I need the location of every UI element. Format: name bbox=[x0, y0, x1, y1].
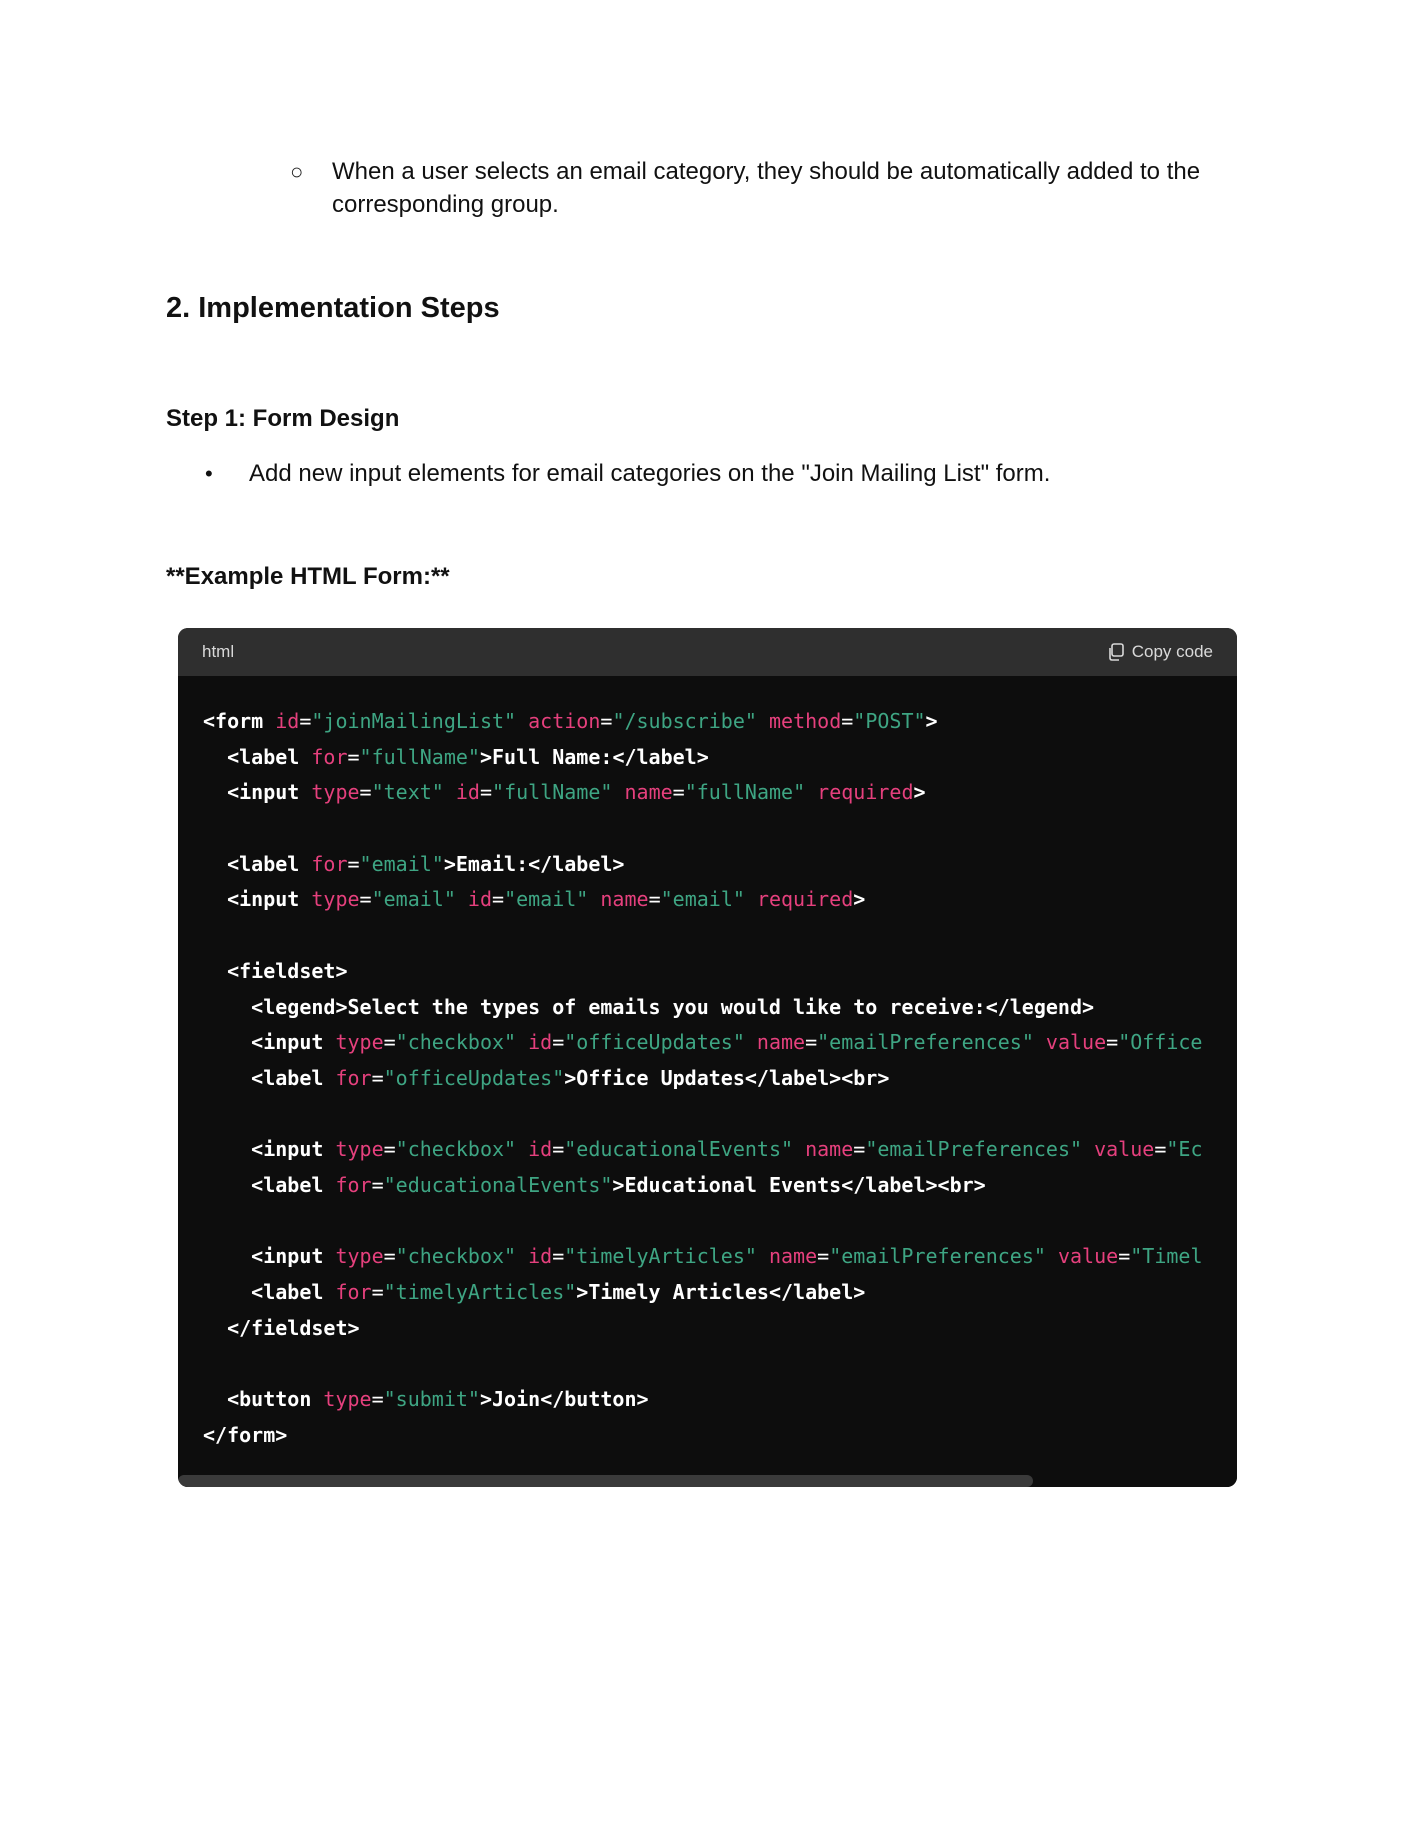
code-token: <button bbox=[203, 1387, 324, 1412]
code-token: for bbox=[311, 851, 348, 876]
code-token: = bbox=[805, 1030, 818, 1055]
code-token: = bbox=[841, 709, 854, 733]
code-token: > bbox=[479, 1387, 493, 1412]
scrollbar-thumb[interactable] bbox=[178, 1475, 1033, 1487]
code-line bbox=[203, 775, 1237, 811]
code-token: > bbox=[913, 780, 926, 805]
copy-code-button[interactable] bbox=[1106, 642, 1213, 662]
code-token: <input bbox=[203, 1030, 336, 1055]
code-token: = bbox=[359, 887, 372, 912]
code-token: </label> bbox=[768, 1280, 866, 1304]
code-token: <input bbox=[203, 780, 312, 805]
code-token: > bbox=[576, 1280, 589, 1304]
code-token: <legend> bbox=[203, 994, 348, 1019]
code-token: "checkbox" bbox=[395, 1030, 529, 1055]
code-language-label: html bbox=[202, 642, 235, 661]
code-header bbox=[178, 628, 1237, 676]
code-token: = bbox=[383, 1244, 396, 1269]
code-token: = bbox=[552, 1137, 565, 1162]
code-line bbox=[203, 1239, 1237, 1275]
code-line bbox=[203, 918, 1237, 954]
code-line bbox=[203, 882, 1237, 918]
code-token: = bbox=[383, 1137, 396, 1162]
code-token: "timelyArticles" bbox=[564, 1244, 769, 1269]
code-token: = bbox=[1154, 1137, 1167, 1162]
code-token: = bbox=[347, 851, 360, 876]
code-token: = bbox=[371, 1065, 384, 1090]
code-content bbox=[178, 676, 1237, 1459]
code-token: > bbox=[925, 709, 938, 733]
code-token: <input bbox=[203, 1137, 336, 1162]
code-line bbox=[203, 811, 1237, 847]
code-token: <fieldset> bbox=[203, 958, 348, 983]
code-token: > bbox=[564, 1065, 577, 1090]
code-token: type bbox=[335, 1030, 384, 1055]
code-token: > bbox=[443, 851, 456, 876]
code-block bbox=[178, 628, 1237, 1487]
code-line bbox=[203, 1418, 1237, 1454]
code-token: <label bbox=[203, 1065, 336, 1090]
code-token: "joinMailingList" bbox=[311, 709, 529, 733]
code-token: "/subscribe" bbox=[612, 709, 769, 733]
code-token: "officeUpdates" bbox=[383, 1065, 565, 1090]
code-token: "email" bbox=[371, 887, 468, 912]
code-token: Educational Events bbox=[624, 1172, 842, 1197]
horizontal-scrollbar[interactable] bbox=[178, 1475, 1237, 1487]
code-token: = bbox=[347, 744, 360, 769]
code-token: for bbox=[335, 1172, 372, 1197]
code-token: "emailPreferences" bbox=[829, 1244, 1058, 1269]
code-token: = bbox=[552, 1244, 565, 1269]
code-token: for bbox=[335, 1065, 372, 1090]
code-token: </label> bbox=[612, 744, 709, 769]
code-token: value bbox=[1094, 1137, 1155, 1162]
code-token: id bbox=[455, 780, 480, 805]
code-token: Email: bbox=[455, 851, 529, 876]
code-token: "email" bbox=[359, 851, 444, 876]
code-line bbox=[203, 1168, 1237, 1204]
code-token: id bbox=[528, 1244, 553, 1269]
code-token: type bbox=[335, 1137, 384, 1162]
code-token: > bbox=[479, 744, 493, 769]
code-token: = bbox=[1106, 1030, 1119, 1055]
code-token: value bbox=[1057, 1244, 1119, 1269]
code-token: "emailPreferences" bbox=[817, 1030, 1046, 1055]
code-token: = bbox=[552, 1030, 565, 1055]
code-token: id bbox=[528, 1137, 553, 1162]
code-token: = bbox=[479, 780, 493, 805]
code-token: "fullName" bbox=[684, 780, 818, 805]
code-line bbox=[203, 954, 1237, 990]
code-token: "POST" bbox=[853, 709, 926, 733]
code-token: = bbox=[371, 1172, 384, 1197]
code-token: method bbox=[768, 709, 842, 733]
code-token: "timelyArticles" bbox=[383, 1280, 577, 1304]
code-token: "checkbox" bbox=[395, 1137, 529, 1162]
step-heading: Step 1: Form Design bbox=[166, 405, 400, 432]
example-label: **Example HTML Form:** bbox=[166, 563, 450, 590]
code-token: name bbox=[768, 1244, 818, 1269]
code-token: = bbox=[299, 709, 312, 733]
copy-icon bbox=[1106, 642, 1126, 662]
code-token: "fullName" bbox=[492, 780, 625, 805]
code-token: type bbox=[335, 1244, 384, 1269]
code-token: </legend> bbox=[985, 994, 1095, 1019]
sub-bullet-text: When a user selects an email category, they should be automatically added to the corresponding group. bbox=[332, 158, 1201, 218]
code-token: name bbox=[756, 1030, 806, 1055]
code-token: = bbox=[371, 1280, 384, 1304]
code-token: = bbox=[492, 887, 505, 912]
code-line bbox=[203, 1204, 1237, 1240]
code-token: Select the types of emails you would like to receive: bbox=[347, 994, 986, 1019]
code-token: Office Updates bbox=[576, 1065, 745, 1090]
code-token: = bbox=[371, 1387, 384, 1412]
code-token: value bbox=[1045, 1030, 1107, 1055]
code-token: required bbox=[817, 780, 914, 805]
code-token: name bbox=[624, 780, 673, 805]
code-line bbox=[203, 1382, 1237, 1418]
code-token: action bbox=[528, 709, 601, 733]
code-line bbox=[203, 847, 1237, 883]
code-token: <label bbox=[203, 744, 312, 769]
code-token: name bbox=[805, 1137, 854, 1162]
code-token: = bbox=[383, 1030, 396, 1055]
code-token: </label><br> bbox=[841, 1172, 986, 1197]
section-heading: 2. Implementation Steps bbox=[166, 292, 500, 324]
code-token: <label bbox=[203, 851, 312, 876]
code-token: </label><br> bbox=[744, 1065, 890, 1090]
code-line bbox=[203, 740, 1237, 776]
code-token: type bbox=[323, 1387, 372, 1412]
code-token: type bbox=[311, 780, 360, 805]
code-token: = bbox=[853, 1137, 866, 1162]
bullet-text: Add new input elements for email categories on the "Join Mailing List" form. bbox=[249, 460, 1051, 487]
code-line bbox=[203, 1275, 1237, 1311]
code-token: "Ec bbox=[1166, 1137, 1203, 1162]
code-line bbox=[203, 1061, 1237, 1097]
code-token: "fullName" bbox=[359, 744, 480, 769]
code-line bbox=[203, 1097, 1237, 1133]
code-token: "officeUpdates" bbox=[564, 1030, 757, 1055]
code-line bbox=[203, 1132, 1237, 1168]
code-token: "checkbox" bbox=[395, 1244, 529, 1269]
code-token: = bbox=[600, 709, 613, 733]
copy-code-label: Copy code bbox=[1131, 642, 1213, 661]
code-line bbox=[203, 704, 1237, 740]
code-token: = bbox=[672, 780, 685, 805]
code-token: = bbox=[817, 1244, 830, 1269]
code-token: "educationalEvents" bbox=[564, 1137, 806, 1162]
code-token: id bbox=[528, 1030, 553, 1055]
code-token: > bbox=[853, 887, 866, 912]
bullet-dot-icon: • bbox=[205, 461, 213, 486]
code-token: name bbox=[600, 887, 649, 912]
code-token: id bbox=[467, 887, 493, 912]
code-token: = bbox=[359, 780, 372, 805]
code-token: id bbox=[275, 709, 300, 733]
code-token: <input bbox=[203, 887, 312, 912]
code-line bbox=[203, 1346, 1237, 1382]
sub-bullet-item bbox=[290, 155, 1290, 221]
code-token: <label bbox=[203, 1172, 336, 1197]
code-token: = bbox=[648, 887, 661, 912]
code-token: type bbox=[311, 887, 360, 912]
code-token: </fieldset> bbox=[203, 1315, 360, 1340]
code-token: </form> bbox=[203, 1422, 288, 1447]
code-token: <input bbox=[203, 1244, 336, 1269]
code-token: Join bbox=[492, 1387, 541, 1412]
code-line bbox=[203, 990, 1237, 1026]
code-token: "text" bbox=[371, 780, 456, 805]
code-token: required bbox=[756, 887, 854, 912]
code-token: "educationalEvents" bbox=[383, 1172, 613, 1197]
code-token: for bbox=[335, 1280, 372, 1304]
code-line bbox=[203, 1025, 1237, 1061]
hollow-bullet-icon: ○ bbox=[290, 159, 304, 184]
code-token: = bbox=[1118, 1244, 1131, 1269]
code-token: </label> bbox=[528, 851, 625, 876]
code-line bbox=[203, 1311, 1237, 1347]
code-token: <form bbox=[203, 709, 276, 733]
code-token: "Office bbox=[1118, 1030, 1203, 1055]
code-token: "Timel bbox=[1130, 1244, 1203, 1269]
code-token: for bbox=[311, 744, 348, 769]
code-token: </button> bbox=[540, 1387, 649, 1412]
bullet-item bbox=[205, 460, 1050, 488]
code-token: <label bbox=[203, 1280, 336, 1304]
code-token: Full Name: bbox=[492, 744, 613, 769]
code-token: "emailPreferences" bbox=[865, 1137, 1095, 1162]
code-token: > bbox=[612, 1172, 625, 1197]
code-token: "email" bbox=[504, 887, 601, 912]
code-token: "email" bbox=[660, 887, 757, 912]
code-token: "submit" bbox=[383, 1387, 480, 1412]
code-token: Timely Articles bbox=[588, 1280, 769, 1304]
